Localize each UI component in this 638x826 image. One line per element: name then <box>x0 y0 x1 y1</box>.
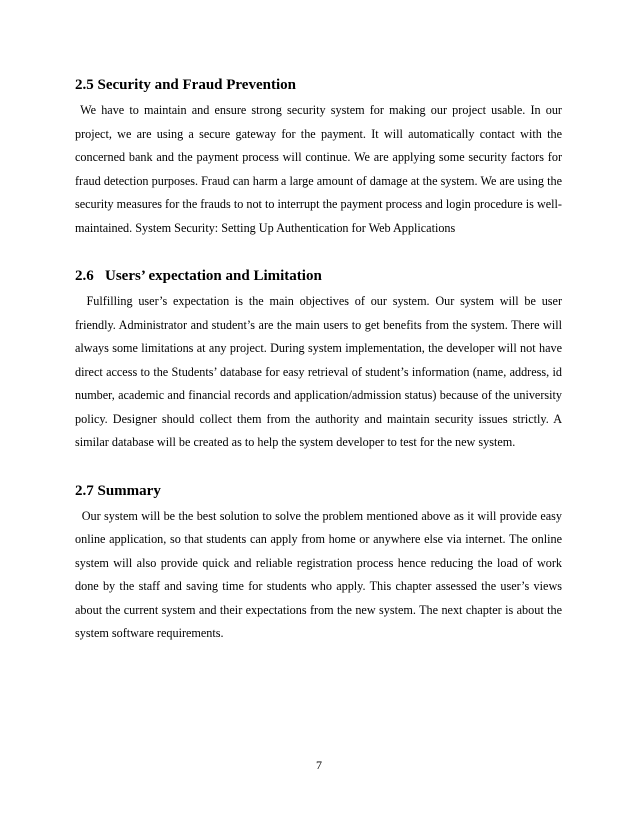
section-heading: 2.5 Security and Fraud Prevention <box>75 77 296 93</box>
section-users-expectation-limitation <box>75 265 562 455</box>
section-paragraph: Fulfilling user’s expectation is the main objectives of our system. Our system will be user friendly. Administrator and student’s are the main users to get benefits from the system. There will always some limitations at any project. During system implementation, the developer will not have direct access to the Students’ database for easy retrieval of student’s information (name, address, id number, academic and financial records and application/admission status) because of the university policy. Designer should collect them from the authority and maintain security issues strictly. A similar database will be created as to help the system developer to test for the new system. <box>75 294 562 449</box>
section-summary <box>75 480 562 646</box>
page-number: 7 <box>316 758 322 772</box>
page-content <box>75 74 562 646</box>
section-paragraph: We have to maintain and ensure strong security system for making our project usable. In our project, we are using a secure gateway for the payment. It will automatically contact with the concerned bank and the payment process will continue. We are applying some security factors for fraud detection purposes. Fraud can harm a large amount of damage at the system. We are using the security measures for the frauds to not to interrupt the payment process and login procedure is well-maintained. System Security: Setting Up Authentication for Web Applications <box>75 103 562 235</box>
section-paragraph: Our system will be the best solution to solve the problem mentioned above as it will provide easy online application, so that students can apply from home or anywhere else via internet. The online system will also provide quick and reliable registration process hence reducing the load of work done by the staff and saving time for students who apply. This chapter assessed the user’s views about the current system and their expectations from the new system. The next chapter is about the system software requirements. <box>75 508 562 640</box>
section-heading: 2.6 Users’ expectation and Limitation <box>75 268 322 284</box>
section-security-fraud-prevention <box>75 74 562 240</box>
section-heading: 2.7 Summary <box>75 482 161 499</box>
